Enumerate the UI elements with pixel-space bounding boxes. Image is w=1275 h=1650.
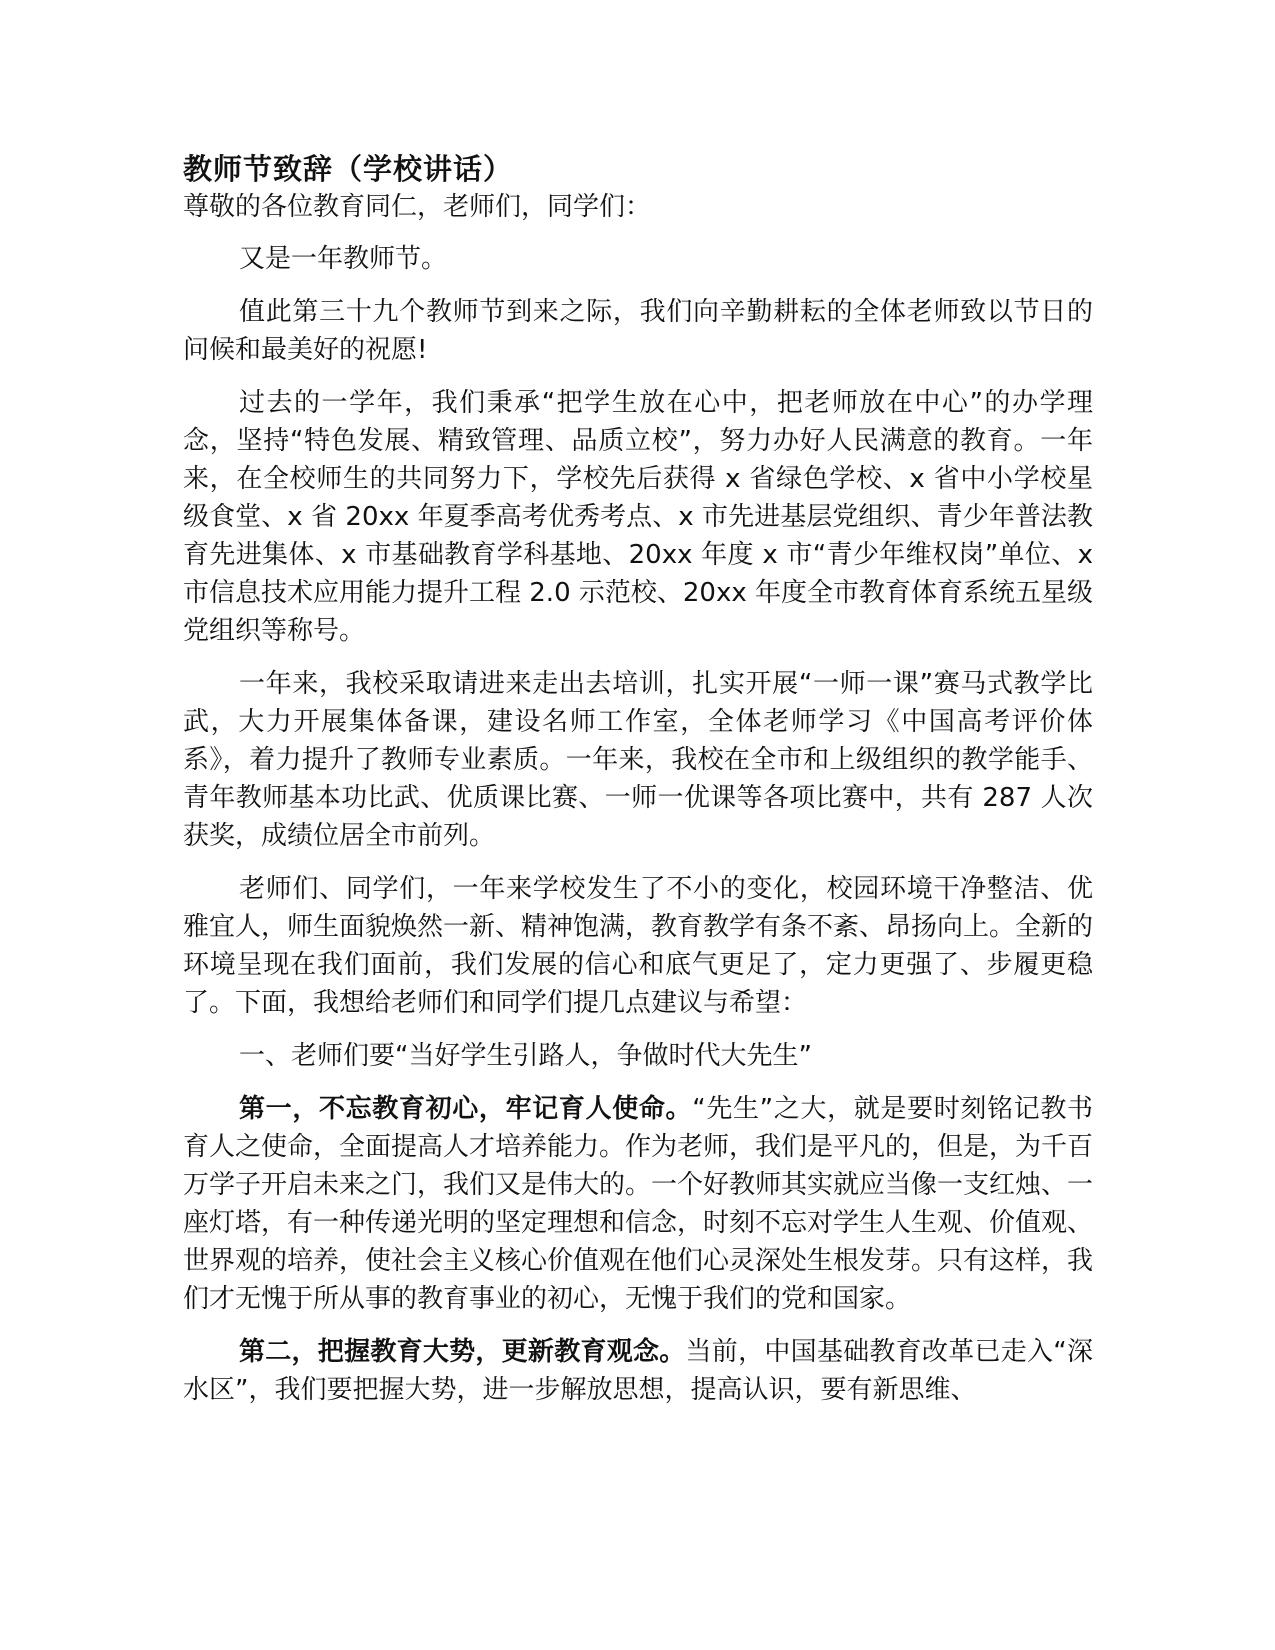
paragraph-lead: 第一，不忘教育初心，牢记育人使命。: [239, 1094, 693, 1124]
paragraph-text: 一年来，我校采取请进来走出去培训，扎实开展“一师一课”赛马式教学比武，大力开展集体备课，建设名师工作室，全体老师学习《中国高考评价体系》，着力提升了教师专业素质。一年来，我校在全市和上级组织的教学能手、青年教师基本功比武、优质课比赛、一师一优课等各项比赛中，共有 287 人次获奖，成绩位居全市前列。: [183, 669, 1093, 851]
paragraph-2: [183, 293, 1093, 369]
paragraph-text: 老师们、同学们，一年来学校发生了不小的变化，校园环境干净整洁、优雅宜人，师生面貌焕然一新、精神饱满，教育教学有条不紊、昂扬向上。全新的环境呈现在我们面前，我们发展的信心和底气更足了，定力更强了、步履更稳了。下面，我想给老师们和同学们提几点建议与希望：: [183, 874, 1094, 1018]
paragraph-text: 又是一年教师节。: [239, 244, 448, 274]
document-page: [183, 150, 1093, 1424]
paragraph-text: 一、老师们要“当好学生引路人，争做时代大先生”: [239, 1041, 812, 1071]
paragraph-5: [183, 870, 1093, 1022]
document-title: 教师节致辞（学校讲话）: [183, 152, 514, 186]
paragraph-lead: 第二，把握教育大势，更新教育观念。: [239, 1337, 686, 1367]
paragraph-text: “先生”之大，就是要时刻铭记教书育人之使命，全面提高人才培养能力。作为老师，我们是平凡的，但是，为千百万学子开启未来之门，我们又是伟大的。一个好教师其实就应当像一支红烛、一座灯塔，有一种传递光明的坚定理想和信念，时刻不忘对学生人生观、价值观、世界观的培养，使社会主义核心价值观在他们心灵深处生根发芽。只有这样，我们才无愧于所从事的教育事业的初心，无愧于我们的党和国家。: [183, 1094, 1094, 1314]
paragraph-3: [183, 384, 1093, 650]
paragraph-text: 值此第三十九个教师节到来之际，我们向辛勤耕耘的全体老师致以节日的问候和最美好的祝愿!: [183, 297, 1093, 365]
paragraph-point-2: [183, 1333, 1093, 1409]
paragraph-4: [183, 665, 1093, 855]
section-heading: [183, 1037, 1093, 1075]
paragraph-text: 过去的一学年，我们秉承“把学生放在心中，把老师放在中心”的办学理念，坚持“特色发展、精致管理、品质立校”，努力办好人民满意的教育。一年来，在全校师生的共同努力下，学校先后获得 x 省绿色学校、x 省中小学校星级食堂、x 省 20xx 年夏季高考优秀考点、x 市先进基层党组织、青少年普法教育先进集体、x 市基础教育学科基地、20xx 年度 x 市“青少年维权岗”单位、x 市信息技术应用能力提升工程 2.0 示范校、20xx 年度全市教育体育系统五星级党组织等称号。: [183, 388, 1094, 646]
paragraph-1: [183, 240, 1093, 278]
paragraph-text: 当前，中国基础教育改革已走入“深水区”，我们要把握大势，进一步解放思想，提高认识，要有新思维、: [183, 1337, 1093, 1405]
paragraph-point-1: [183, 1090, 1093, 1318]
salutation: 尊敬的各位教育同仁，老师们，同学们：: [183, 192, 652, 222]
